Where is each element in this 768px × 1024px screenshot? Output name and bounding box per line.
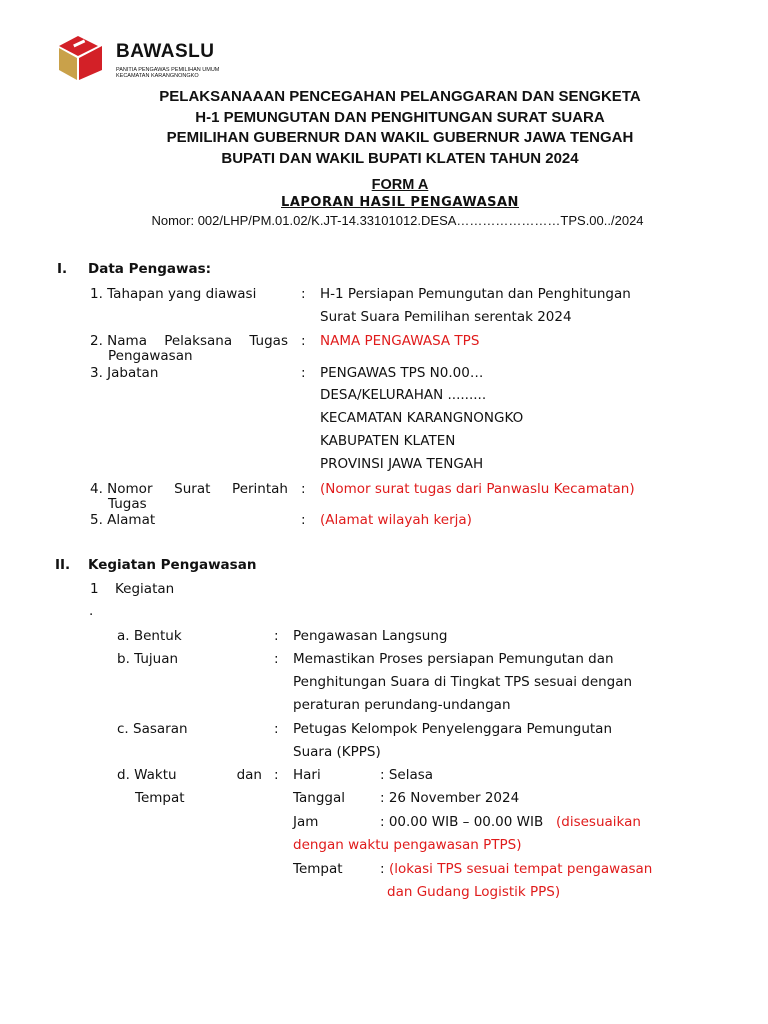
item-5-value: (Alamat wilayah kerja): [320, 512, 472, 528]
activity-number: 1: [90, 581, 99, 597]
item-1-value-line-2: Surat Suara Pemilihan serentak 2024: [320, 309, 572, 325]
tanggal-label: Tanggal: [293, 790, 346, 806]
item-4-value: (Nomor surat tugas dari Panwaslu Kecamatan): [320, 481, 635, 497]
tanggal-value: : 26 November 2024: [380, 790, 520, 806]
title-line-1: PELAKSANAAAN PENCEGAHAN PELANGGARAN DAN SENGKETA: [159, 88, 641, 105]
waktu-label-cont: Tempat: [135, 790, 185, 806]
sasaran-line-2: Suara (KPPS): [293, 744, 381, 760]
jam-note-2: dengan waktu pengawasan PTPS): [293, 837, 522, 853]
tujuan-colon: :: [274, 651, 279, 667]
hari-label: Hari: [293, 767, 321, 783]
item-2-label-cont: Pengawasan: [108, 348, 193, 364]
section-2-title: Kegiatan Pengawasan: [88, 557, 257, 573]
bawaslu-logo: [56, 32, 226, 84]
bentuk-label: a. Bentuk: [117, 628, 182, 644]
activity-dot: .: [89, 603, 94, 619]
item-4-label: 4. Nomor Surat Perintah: [90, 481, 288, 497]
tujuan-line-2: Penghitungan Suara di Tingkat TPS sesuai dengan: [293, 674, 633, 690]
sasaran-colon: :: [274, 721, 279, 737]
logo-subtitle-2: KECAMATAN KARANGNONGKO: [116, 73, 199, 79]
bentuk-value: Pengawasan Langsung: [293, 628, 448, 644]
tujuan-line-3: peraturan perundang-undangan: [293, 697, 511, 713]
item-3-value-3: KECAMATAN KARANGNONGKO: [320, 410, 524, 426]
title-line-2: H-1 PEMUNGUTAN DAN PENGHITUNGAN SURAT SUARA: [195, 108, 605, 126]
tempat-label: Tempat: [293, 861, 343, 877]
report-number: Nomor: 002/LHP/PM.01.02/K.JT-14.33101012.DESA……………………TPS.00../2024: [151, 213, 644, 228]
item-2-colon: :: [301, 333, 306, 349]
document-title: [0, 87, 768, 169]
item-1-value-line-1: H-1 Persiapan Pemungutan dan Penghitungan: [320, 286, 631, 302]
item-1-colon: :: [301, 286, 306, 302]
tujuan-line-1: Memastikan Proses persiapan Pemungutan dan: [293, 651, 614, 667]
tempat-note-2: dan Gudang Logistik PPS): [387, 884, 561, 900]
item-3-label: 3. Jabatan: [90, 365, 159, 381]
item-5-label: 5. Alamat: [90, 512, 156, 528]
item-3-value-5: PROVINSI JAWA TENGAH: [320, 456, 484, 472]
item-4-label-cont: Tugas: [108, 496, 147, 512]
item-2-value: NAMA PENGAWASA TPS: [320, 333, 480, 349]
item-1-label: 1. Tahapan yang diawasi: [90, 286, 257, 302]
item-5-colon: :: [301, 512, 306, 528]
section-1-number: I.: [57, 261, 68, 277]
form-label: FORM A: [371, 177, 429, 193]
waktu-colon: :: [274, 767, 279, 783]
section-2-number: II.: [55, 557, 71, 573]
hari-value: : Selasa: [380, 767, 434, 783]
sasaran-label: c. Sasaran: [117, 721, 188, 737]
bawaslu-emblem-icon: [56, 32, 108, 82]
title-line-4: BUPATI DAN WAKIL BUPATI KLATEN TAHUN 2024: [221, 149, 579, 167]
item-4-colon: :: [301, 481, 306, 497]
logo-subtitle-1: PANITIA PENGAWAS PEMILIHAN UMUM: [116, 67, 220, 73]
waktu-label: d. Waktu dan: [117, 767, 262, 783]
tujuan-label: b. Tujuan: [117, 651, 179, 667]
jam-note-1: (disesuaikan: [556, 814, 641, 830]
section-1-title: Data Pengawas:: [88, 261, 212, 277]
bentuk-colon: :: [274, 628, 279, 644]
tempat-note-1: (lokasi TPS sesuai tempat pengawasan: [389, 861, 653, 877]
jam-label: Jam: [293, 814, 319, 830]
title-line-3: PEMILIHAN GUBERNUR DAN WAKIL GUBERNUR JAWA TENGAH: [166, 129, 634, 146]
activity-label: Kegiatan: [115, 581, 175, 597]
tempat-colon: :: [380, 861, 385, 877]
jam-value: : 00.00 WIB – 00.00 WIB: [380, 814, 544, 830]
item-3-value-1: PENGAWAS TPS N0.00…: [320, 365, 484, 381]
logo-brand: BAWASLU: [116, 41, 215, 62]
item-2-label: 2. Nama Pelaksana Tugas: [90, 333, 288, 349]
report-title: LAPORAN HASIL PENGAWASAN: [281, 195, 519, 210]
item-3-colon: :: [301, 365, 306, 381]
sasaran-line-1: Petugas Kelompok Penyelenggara Pemungutan: [293, 721, 612, 737]
item-3-value-2: DESA/KELURAHAN .........: [320, 387, 487, 403]
item-3-value-4: KABUPATEN KLATEN: [320, 433, 456, 449]
